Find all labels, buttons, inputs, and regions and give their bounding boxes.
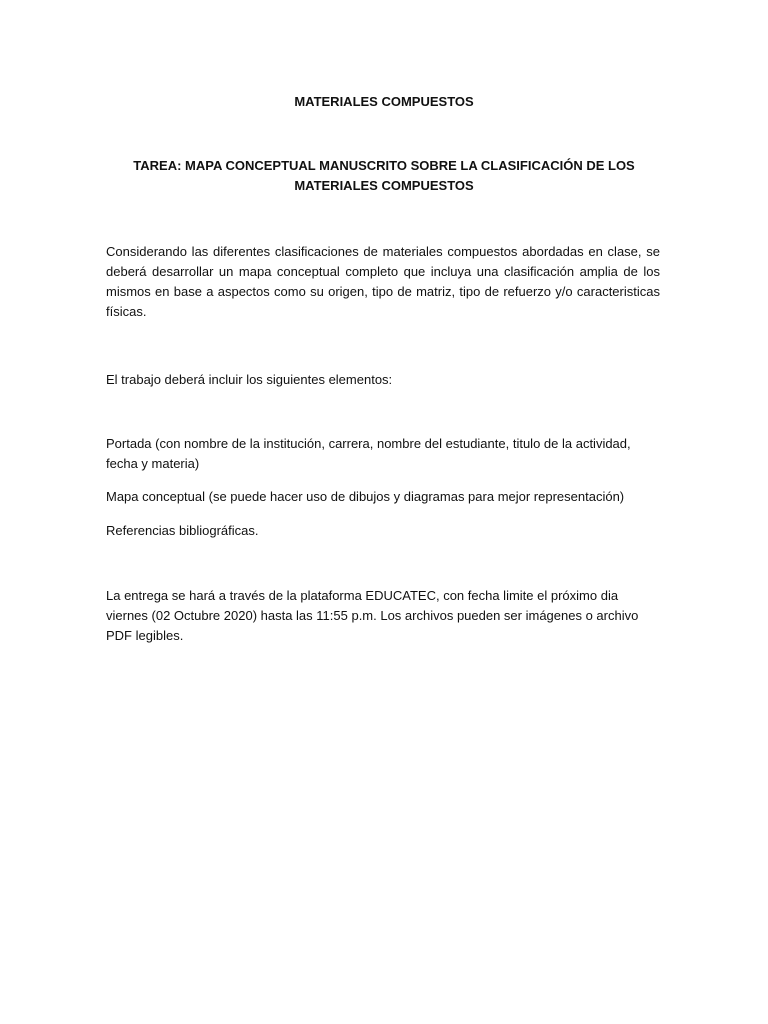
delivery-paragraph: La entrega se hará a través de la plataforma EDUCATEC, con fecha limite el próximo dia viernes (02 Octubre 2020) hasta las 11:55 p.m. Los archivos pueden ser imágenes o archivo PDF legibles. [106, 588, 639, 643]
intro-paragraph: Considerando las diferentes clasificaciones de materiales compuestos abordadas en clase, se deberá desarrollar un mapa conceptual completo que incluya una clasificación amplia de los mismos en base a aspectos como su origen, tipo de matriz, tipo de refuerzo y/o caracteristicas físicas. [106, 244, 660, 319]
requirement-concept-map: Mapa conceptual (se puede hacer uso de dibujos y diagramas para mejor representación) [106, 489, 625, 504]
requirement-references: Referencias bibliográficas. [106, 523, 259, 538]
elements-intro: El trabajo deberá incluir los siguientes elementos: [106, 372, 393, 387]
requirement-cover-page: Portada (con nombre de la institución, carrera, nombre del estudiante, titulo de la actividad, fecha y materia) [106, 436, 631, 471]
task-title: TAREA: MAPA CONCEPTUAL MANUSCRITO SOBRE LA CLASIFICACIÓN DE LOS MATERIALES COMPUESTOS [133, 158, 635, 193]
document-title: MATERIALES COMPUESTOS [294, 94, 474, 109]
